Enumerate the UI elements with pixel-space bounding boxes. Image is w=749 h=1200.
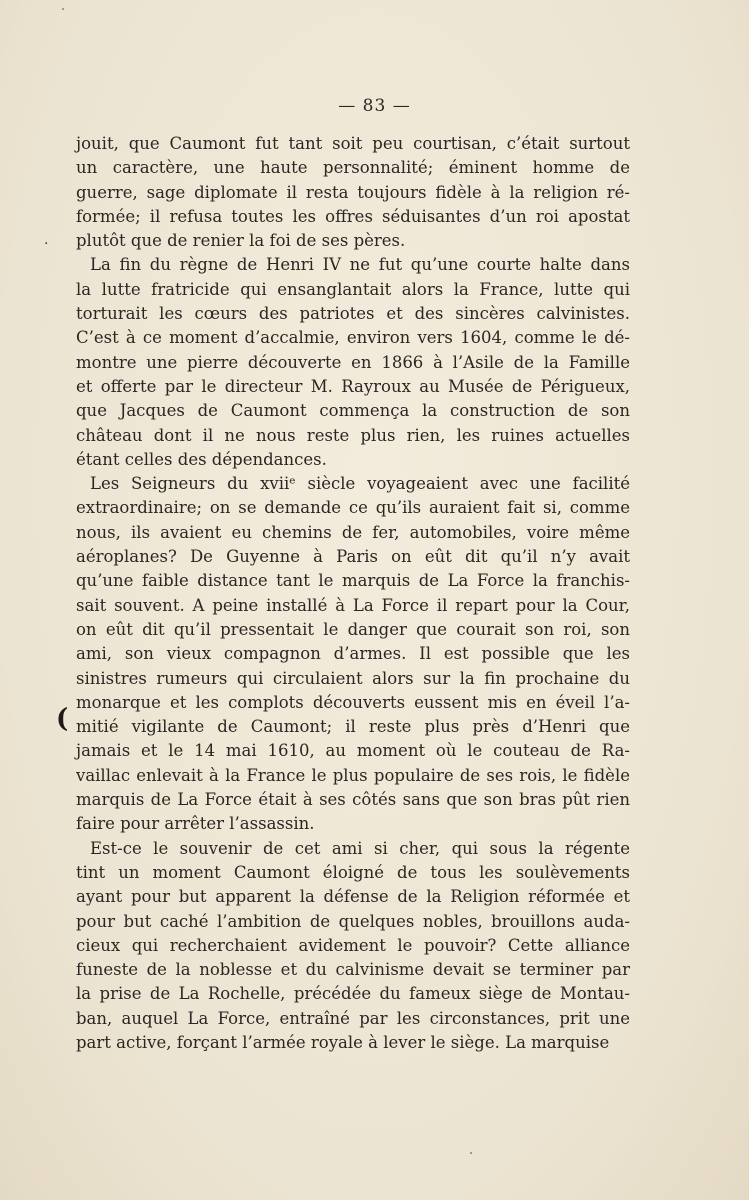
text-line: pour but caché l’ambition de quelques nobles, brouillons auda- [76, 911, 630, 931]
text-line: on eût dit qu’il pressentait le danger que courait son roi, son [76, 619, 630, 639]
text-line: sait souvent. A peine installé à La Force il repart pour la Cour, [76, 595, 630, 615]
text-line: et offerte par le directeur M. Rayroux au Musée de Périgueux, [76, 376, 630, 396]
paragraph [76, 472, 630, 836]
text-line: ami, son vieux compagnon d’armes. Il est possible que les [76, 644, 630, 664]
text-line: part active, forçant l’armée royale à lever le siège. La marquise [76, 1032, 610, 1052]
text-line: sinistres rumeurs qui circulaient alors sur la fin prochaine du [76, 668, 630, 688]
text-line: la prise de La Rochelle, précédée du fameux siège de Montau- [76, 984, 630, 1004]
text-line: cieux qui recherchaient avidement le pouvoir? Cette alliance [76, 935, 630, 955]
margin-dot: . [44, 232, 49, 248]
text-line: plutôt que de renier la foi de ses pères. [76, 231, 406, 251]
paragraph [76, 837, 630, 1056]
paper-speck [62, 8, 64, 10]
paragraph [76, 132, 630, 253]
text-line: ayant pour but apparent la défense de la Religion réformée et [76, 887, 630, 907]
page-number: — 83 — [338, 96, 411, 116]
margin-paren-mark: ( [56, 704, 69, 734]
text-line: nous, ils avaient eu chemins de fer, automobiles, voire même [76, 522, 630, 542]
text-line: formée; il refusa toutes les offres séduisantes d’un roi apostat [76, 206, 630, 226]
text-line: un caractère, une haute personnalité; éminent homme de [76, 158, 630, 178]
text-line: qu’une faible distance tant le marquis de La Force la franchis- [76, 571, 630, 591]
text-line: la lutte fratricide qui ensanglantait alors la France, lutte qui [76, 279, 630, 299]
text-line: aéroplanes? De Guyenne à Paris on eût dit qu’il n’y avait [76, 547, 630, 567]
text-line: montre une pierre découverte en 1866 à l’Asile de la Famille [76, 352, 630, 372]
text-line: tint un moment Caumont éloigné de tous les soulèvements [76, 862, 630, 882]
text-line: étant celles des dépendances. [76, 449, 327, 469]
text-line: que Jacques de Caumont commença la construction de son [76, 401, 630, 421]
text-line: vaillac enlevait à la France le plus populaire de ses rois, le fidèle [76, 765, 630, 785]
text-line: jouit, que Caumont fut tant soit peu courtisan, c’était surtout [76, 134, 630, 153]
text-line: ban, auquel La Force, entraîné par les circonstances, prit une [76, 1008, 630, 1028]
text-line: torturait les cœurs des patriotes et des sincères calvinistes. [76, 304, 630, 324]
text-line: Les Seigneurs du xviiᵉ siècle voyageaient avec une facilité [90, 474, 630, 494]
text-line: C’est à ce moment d’accalmie, environ vers 1604, comme le dé- [76, 328, 630, 348]
text-line: monarque et les complots découverts eussent mis en éveil l’a- [76, 692, 630, 712]
body-text [76, 132, 630, 1055]
text-line: marquis de La Force était à ses côtés sans que son bras pût rien [76, 790, 630, 810]
paragraph [76, 253, 630, 472]
text-line: Est-ce le souvenir de cet ami si cher, qui sous la régente [90, 838, 630, 858]
paper-speck [470, 1152, 472, 1154]
text-line: faire pour arrêter l’assassin. [76, 814, 315, 834]
text-line: guerre, sage diplomate il resta toujours fidèle à la religion ré- [76, 182, 630, 202]
text-line: mitié vigilante de Caumont; il reste plus près d’Henri que [76, 717, 630, 737]
text-line: château dont il ne nous reste plus rien, les ruines actuelles [76, 425, 630, 445]
text-line: jamais et le 14 mai 1610, au moment où le couteau de Ra- [76, 741, 630, 761]
text-line: La fin du règne de Henri IV ne fut qu’une courte halte dans [90, 255, 630, 275]
text-line: extraordinaire; on se demande ce qu’ils auraient fait si, comme [76, 498, 630, 518]
text-line: funeste de la noblesse et du calvinisme devait se terminer par [76, 960, 630, 980]
